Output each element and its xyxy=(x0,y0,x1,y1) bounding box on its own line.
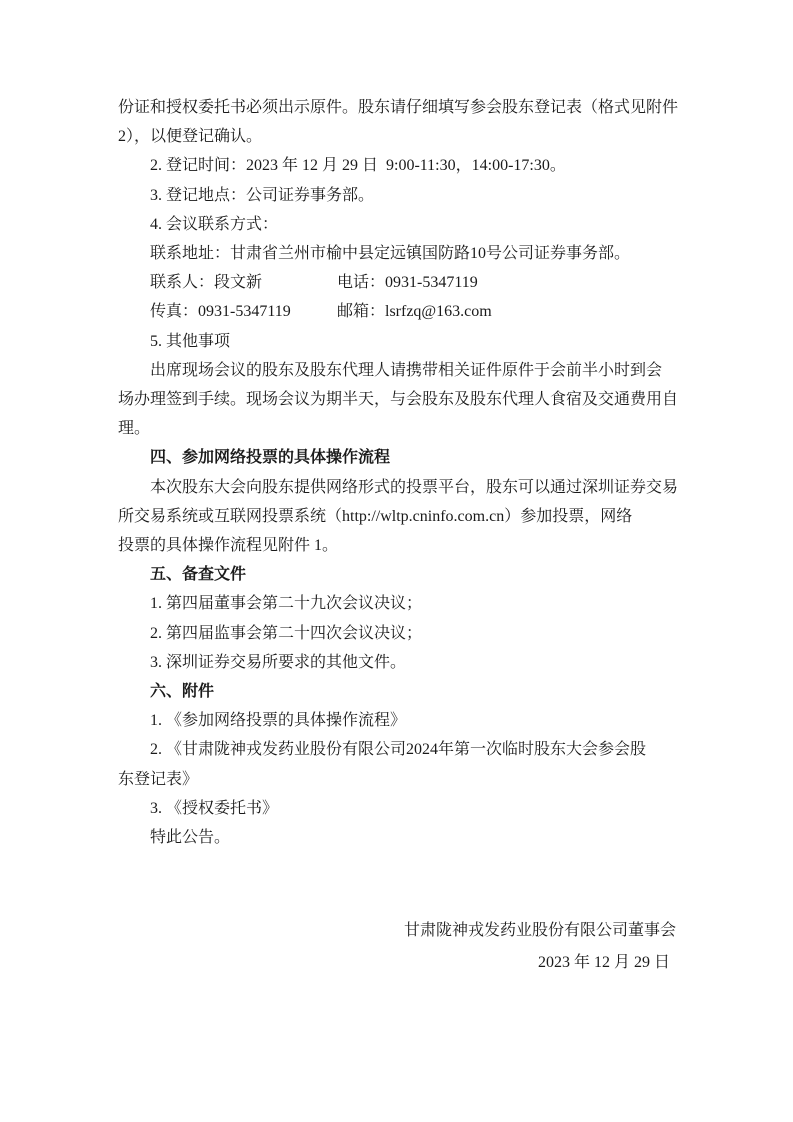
para-announcement-close: 特此公告。 xyxy=(150,829,231,847)
para-voting-1: 本次股东大会向股东提供网络形式的投票平台，股东可以通过深圳证券交易 xyxy=(150,478,679,496)
contact-email: 邮箱：lsrfzq@163.com xyxy=(337,303,492,321)
contact-fax-row xyxy=(118,297,676,326)
footer-date: 2023 年 12 月 29 日 xyxy=(537,954,670,972)
contact-person-row xyxy=(118,268,676,297)
para-attendance-3: 理。 xyxy=(118,420,151,438)
item-contact-method: 4. 会议联系方式： xyxy=(150,215,279,233)
para-attendance-2: 场办理签到手续。现场会议为期半天，与会股东及股东代理人食宿及交通费用自 xyxy=(118,391,679,409)
para-voting-2: 所交易系统或互联网投票系统（http://wltp.cninfo.com.cn）参加投票，网络 xyxy=(118,507,633,525)
para-registration-wrap-2: 2），以便登记确认。 xyxy=(118,128,263,146)
list-inspection-doc-2: 2. 第四届监事会第二十四次会议决议； xyxy=(150,624,423,642)
item-registration-place: 3. 登记地点：公司证券事务部。 xyxy=(150,186,375,204)
para-registration-wrap-1: 份证和授权委托书必须出示原件。股东请仔细填写参会股东登记表（格式见附件 xyxy=(118,99,679,116)
para-voting-3: 投票的具体操作流程见附件 1。 xyxy=(118,537,339,555)
heading-section-6-attachments: 六、附件 xyxy=(150,683,215,701)
list-inspection-doc-3: 3. 深圳证券交易所要求的其他文件。 xyxy=(150,653,407,671)
item-other-matters: 5. 其他事项 xyxy=(150,332,231,350)
contact-fax: 传真：0931-5347119 xyxy=(150,303,291,321)
contact-address: 联系地址：甘肃省兰州市榆中县定远镇国防路10号公司证券事务部。 xyxy=(150,245,631,263)
document-body xyxy=(118,93,679,979)
heading-section-5-documents: 五、备查文件 xyxy=(150,566,247,584)
contact-phone: 电话：0931-5347119 xyxy=(337,274,478,292)
list-inspection-doc-1: 1. 第四届董事会第二十九次会议决议； xyxy=(150,595,423,613)
contact-person: 联系人：段文新 xyxy=(150,274,263,292)
list-attachment-1: 1. 《参加网络投票的具体操作流程》 xyxy=(150,712,407,730)
list-attachment-2-line-2: 东登记表》 xyxy=(118,770,199,788)
signature-block xyxy=(118,915,676,979)
para-attendance-1: 出席现场会议的股东及股东代理人请携带相关证件原件于会前半小时到会 xyxy=(150,361,663,379)
footer-company: 甘肃陇神戎发药业股份有限公司董事会 xyxy=(403,922,676,940)
heading-section-4-online-voting: 四、参加网络投票的具体操作流程 xyxy=(150,449,391,467)
list-attachment-2-line-1: 2. 《甘肃陇神戎发药业股份有限公司2024年第一次临时股东大会参会股 xyxy=(150,741,647,759)
list-attachment-3: 3. 《授权委托书》 xyxy=(150,799,279,817)
item-registration-time: 2. 登记时间：2023 年 12 月 29 日 9:00-11:30，14:00-17:30。 xyxy=(150,157,566,175)
